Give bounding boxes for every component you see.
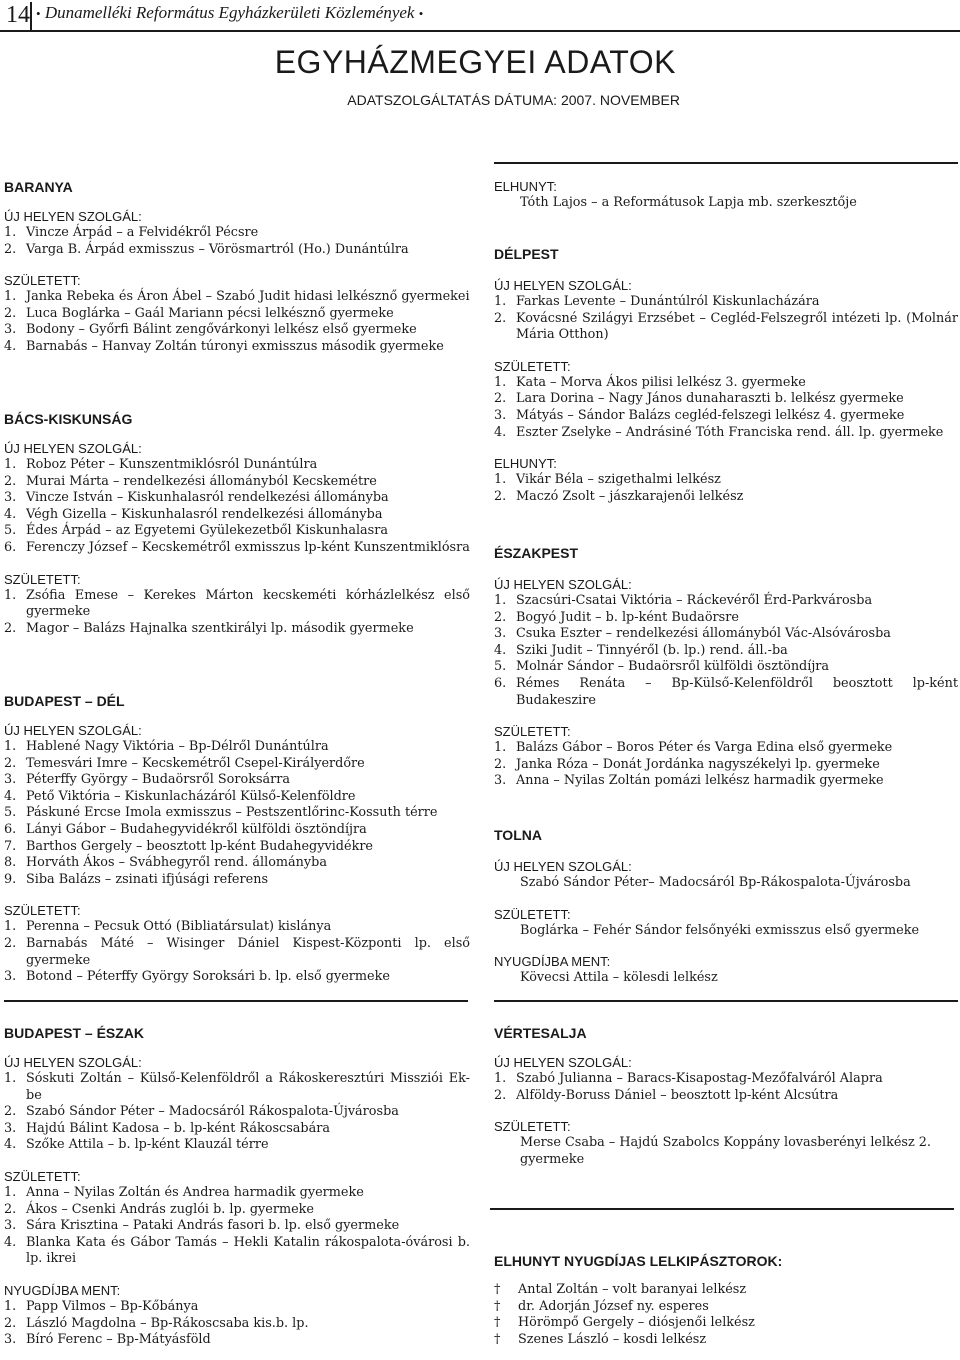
right-lower-separator	[490, 1208, 954, 1210]
list-item: 2. Barnabás Máté – Wisinger Dániel Kispest-Központi lp. első gyermeke	[4, 935, 470, 968]
list-item: 2. Maczó Zsolt – jászkarajenői lelkész	[494, 488, 744, 504]
section-title: BARANYA	[4, 179, 73, 195]
section-elhunyt-top	[494, 178, 958, 212]
subsection-label: ÚJ HELYEN SZOLGÁL:	[494, 859, 632, 874]
section-title: BÁCS-KISKUNSÁG	[4, 411, 133, 427]
list-item: 3. Sára Krisztina – Pataki András fasori b. lp. első gyermeke	[4, 1218, 400, 1234]
list-item: 3. Botond – Péterffy György Soroksári b. lp. első gyermeke	[4, 969, 390, 985]
list-item: 2. Luca Boglárka – Gaál Mariann pécsi lelkésznő gyermeke	[4, 305, 394, 321]
subsection-label: ELHUNYT:	[494, 456, 557, 472]
section-elhunyt-nyugdijas	[494, 1252, 958, 1348]
cross-icon: †	[494, 1298, 501, 1314]
list-item: 2. Ákos – Csenki András zuglói b. lp. gyermeke	[4, 1201, 314, 1217]
list-item: 1. Perenna – Pecsuk Ottó (Bibliatársulat) kislánya	[4, 919, 332, 935]
list-item: 6. Lányi Gábor – Budahegyvidékről külföldi ösztöndíjra	[4, 821, 367, 837]
page-header	[0, 0, 960, 32]
list-item: 4. Barnabás – Hanvay Zoltán túronyi exmisszus második gyermeke	[4, 338, 444, 354]
list-item: 3. Csuka Eszter – rendelkezési állományból Vác-Alsóvárosba	[494, 626, 891, 642]
list-item: 5. Páskuné Ercse Imola exmisszus – Pestszentlőrinc-Kossuth térre	[4, 805, 438, 821]
list-item: 3. Hajdú Bálint Kadosa – b. lp-ként Rákoscsabára	[4, 1120, 330, 1136]
list-item: 5. Édes Árpád – az Egyetemi Gyülekezetből Kiskunhalasra	[4, 523, 388, 539]
bullet-left: •	[36, 6, 41, 21]
list-item: 8. Horváth Ákos – Svábhegyről rend. állományba	[4, 855, 327, 871]
subsection-label: ÚJ HELYEN SZOLGÁL:	[494, 278, 632, 293]
section-title: BUDAPEST – ÉSZAK	[4, 1025, 145, 1041]
list-item: 4. Eszter Zselyke – Andrásiné Tóth Franciska rend. áll. lp. gyermeke	[494, 424, 944, 440]
list-item: Tóth Lajos – a Reformátusok Lapja mb. szerkesztője	[520, 195, 857, 210]
subsection-label: ÚJ HELYEN SZOLGÁL:	[4, 723, 142, 738]
list-item: 1. Balázs Gábor – Boros Péter és Varga Edina első gyermeke	[494, 740, 893, 756]
page-title: EGYHÁZMEGYEI ADATOK	[274, 44, 676, 80]
journal-name: Dunamelléki Református Egyházkerületi Közlemények	[44, 3, 415, 22]
list-item: 3. Péterffy György – Budaörsről Soroksárra	[4, 772, 291, 788]
list-item: Kövecsi Attila – kölesdi lelkész	[520, 970, 718, 986]
list-item: 2. Varga B. Árpád exmisszus – Vörösmartról (Ho.) Dunántúlra	[4, 241, 409, 257]
subsection-label: SZÜLETETT:	[494, 906, 571, 922]
list-item: 4. Szőke Attila – b. lp-ként Klauzál térre	[4, 1137, 269, 1153]
list-item: 2. Bogyó Judit – b. lp-ként Budaörsre	[494, 609, 739, 625]
list-item: 3. Bodony – Győrfi Bálint zengővárkonyi lelkész első gyermeke	[4, 322, 417, 338]
list-item: Merse Csaba – Hajdú Szabolcs Koppány lovasberényi lelkész 2.	[520, 1135, 931, 1151]
cross-icon: †	[494, 1282, 501, 1297]
bullet-right: •	[418, 6, 424, 21]
subsection-label: ÚJ HELYEN SZOLGÁL:	[4, 1055, 142, 1070]
list-item: 2. Szabó Sándor Péter – Madocsáról Rákospalota-Újvárosba	[4, 1104, 399, 1120]
section-delpest	[494, 245, 958, 505]
right-mid-separator	[494, 1000, 958, 1002]
list-item: 2. Janka Róza – Donát Jordánka nagyszékelyi lp. gyermeke	[494, 756, 880, 772]
list-item: 3. Bíró Ferenc – Bp-Mátyásföld	[4, 1332, 211, 1348]
list-item: gyermeke	[520, 1151, 585, 1167]
cross-icon: †	[494, 1331, 501, 1347]
list-item: † Antal Zoltán – volt baranyai lelkész	[494, 1282, 747, 1297]
list-item: 2. Murai Márta – rendelkezési állományból Kecskemétre	[4, 473, 377, 489]
section-title: ELHUNYT NYUGDÍJAS LELKIPÁSZTOROK:	[494, 1253, 783, 1269]
list-item: Szabó Sándor Péter– Madocsáról Bp-Rákospalota-Újvárosba	[520, 875, 911, 890]
header-rule	[0, 30, 960, 32]
subsection-label: SZÜLETETT:	[494, 1119, 571, 1135]
list-item: 2. Lara Dorina – Nagy János dunaharaszti b. lelkész gyermeke	[494, 391, 904, 407]
list-item: 3. Mátyás – Sándor Balázs cegléd-felszegi lelkész 4. gyermeke	[494, 407, 905, 423]
list-item: 1. Roboz Péter – Kunszentmiklósról Dunántúlra	[4, 457, 318, 472]
section-budapest-del	[4, 692, 470, 986]
list-item: 1. Vikár Béla – szigethalmi lelkész	[494, 472, 721, 488]
section-budapest-eszak	[4, 1024, 470, 1349]
list-item: 5. Molnár Sándor – Budaörsről külföldi ösztöndíjra	[494, 659, 830, 675]
subsection-label: ÚJ HELYEN SZOLGÁL:	[4, 441, 142, 456]
list-item: 1. Sóskuti Zoltán – Külső-Kelenföldről a Rákoskeresztúri Missziói Ek-be	[4, 1071, 470, 1103]
section-title: ÉSZAKPEST	[494, 545, 579, 561]
section-title: TOLNA	[494, 827, 542, 843]
list-item: 7. Barthos Gergely – beosztott lp-ként Budahegyvidékre	[4, 838, 374, 854]
list-item: 1. Vincze Árpád – a Felvidékről Pécsre	[4, 225, 259, 240]
list-item: 3. Vincze István – Kiskunhalasról rendelkezési állományba	[4, 490, 389, 506]
list-item: 4. Végh Gizella – Kiskunhalasról rendelkezési állományba	[4, 506, 383, 522]
list-item: 2. László Magdolna – Bp-Rákoscsaba kis.b. lp.	[4, 1315, 309, 1331]
list-item: 1. Kata – Morva Ákos pilisi lelkész 3. gyermeke	[494, 374, 806, 390]
subsection-label: ÚJ HELYEN SZOLGÁL:	[494, 1055, 632, 1070]
section-title: VÉRTESALJA	[494, 1025, 587, 1041]
subsection-label: NYUGDÍJBA MENT:	[494, 954, 611, 970]
subsection-label: SZÜLETETT:	[4, 903, 81, 919]
list-item: 1. Papp Vilmos – Bp-Kőbánya	[4, 1298, 199, 1314]
list-item: 1. Hablené Nagy Viktória – Bp-Délről Dunántúlra	[4, 739, 329, 754]
subsection-label: SZÜLETETT:	[4, 273, 81, 289]
list-item: 4. Sziki Judit – Tinnyéről (b. lp.) rend. áll.-ba	[494, 642, 788, 658]
header-divider	[30, 2, 32, 30]
list-item: 1. Janka Rebeka és Áron Ábel – Szabó Judit hidasi lelkésznő gyermekei	[4, 289, 470, 305]
list-item: Boglárka – Fehér Sándor felsőnyéki exmisszus első gyermeke	[520, 922, 920, 938]
list-item: 6. Rémes Renáta – Bp-Külső-Kelenföldről beosztott lp-ként Budakeszire	[494, 675, 958, 708]
list-item: 4. Blanka Kata és Gábor Tamás – Hekli Katalin rákospalota-óvárosi b. lp. ikrei	[4, 1234, 470, 1267]
list-item: 1. Zsófia Emese – Kerekes Márton kecskeméti kórházlelkész első gyermeke	[4, 587, 470, 620]
section-title: BUDAPEST – DÉL	[4, 693, 125, 709]
cross-icon: †	[494, 1315, 501, 1331]
subsection-label: NYUGDÍJBA MENT:	[4, 1282, 121, 1298]
section-bacs-kiskunsag	[4, 410, 470, 637]
list-item: † Szenes László – kosdi lelkész	[494, 1331, 707, 1347]
list-item: 2. Temesvári Imre – Kecskemétről Csepel-Királyerdőre	[4, 755, 365, 771]
page-subtitle: ADATSZOLGÁLTATÁS DÁTUMA: 2007. NOVEMBER	[347, 92, 680, 108]
page-number: 14	[6, 2, 30, 28]
subsection-label: SZÜLETETT:	[494, 358, 571, 374]
list-item: 9. Siba Balázs – zsinati ifjúsági referens	[4, 871, 269, 887]
subsection-label: SZÜLETETT:	[494, 724, 571, 740]
subsection-label: SZÜLETETT:	[4, 1168, 81, 1184]
list-item: † Hörömpő Gergely – diósjenői lelkész	[494, 1315, 755, 1331]
right-top-separator	[494, 162, 958, 164]
list-item: 1. Szacsúri-Csatai Viktória – Ráckevéről Érd-Parkvárosba	[494, 593, 873, 608]
list-item: 4. Pető Viktória – Kiskunlacházáról Külső-Kelenföldre	[4, 788, 356, 804]
journal-title	[36, 0, 423, 27]
section-baranya	[4, 178, 470, 356]
subsection-label: ÚJ HELYEN SZOLGÁL:	[4, 209, 142, 224]
list-item: 1. Farkas Levente – Dunántúlról Kiskunlacházára	[494, 294, 820, 309]
subsection-label: ÚJ HELYEN SZOLGÁL:	[494, 577, 632, 592]
list-item: 1. Szabó Julianna – Baracs-Kisapostag-Mezőfalváról Alapra	[494, 1071, 883, 1086]
section-title: DÉLPEST	[494, 246, 559, 262]
list-item: 1. Anna – Nyilas Zoltán és Andrea harmadik gyermeke	[4, 1184, 364, 1200]
list-item: 2. Kovácsné Szilágyi Erzsébet – Cegléd-Felszegről intézeti lp. (Molnár Mária Otthon)	[494, 310, 958, 343]
subsection-label: ELHUNYT:	[494, 179, 557, 194]
left-separator	[4, 1000, 468, 1002]
section-eszakpest	[494, 544, 958, 790]
section-vertesalja	[494, 1024, 958, 1168]
list-item: † dr. Adorján József ny. esperes	[494, 1298, 709, 1314]
subsection-label: SZÜLETETT:	[4, 571, 81, 587]
list-item: 6. Ferenczy József – Kecskemétről exmisszus lp-ként Kunszentmiklósra	[4, 539, 470, 555]
list-item: 2. Magor – Balázs Hajnalka szentkirályi lp. második gyermeke	[4, 620, 414, 636]
list-item: 3. Anna – Nyilas Zoltán pomázi lelkész harmadik gyermeke	[494, 773, 884, 789]
list-item: 2. Alföldy-Boruss Dániel – beosztott lp-ként Alcsútra	[494, 1087, 839, 1103]
section-tolna	[494, 826, 958, 987]
